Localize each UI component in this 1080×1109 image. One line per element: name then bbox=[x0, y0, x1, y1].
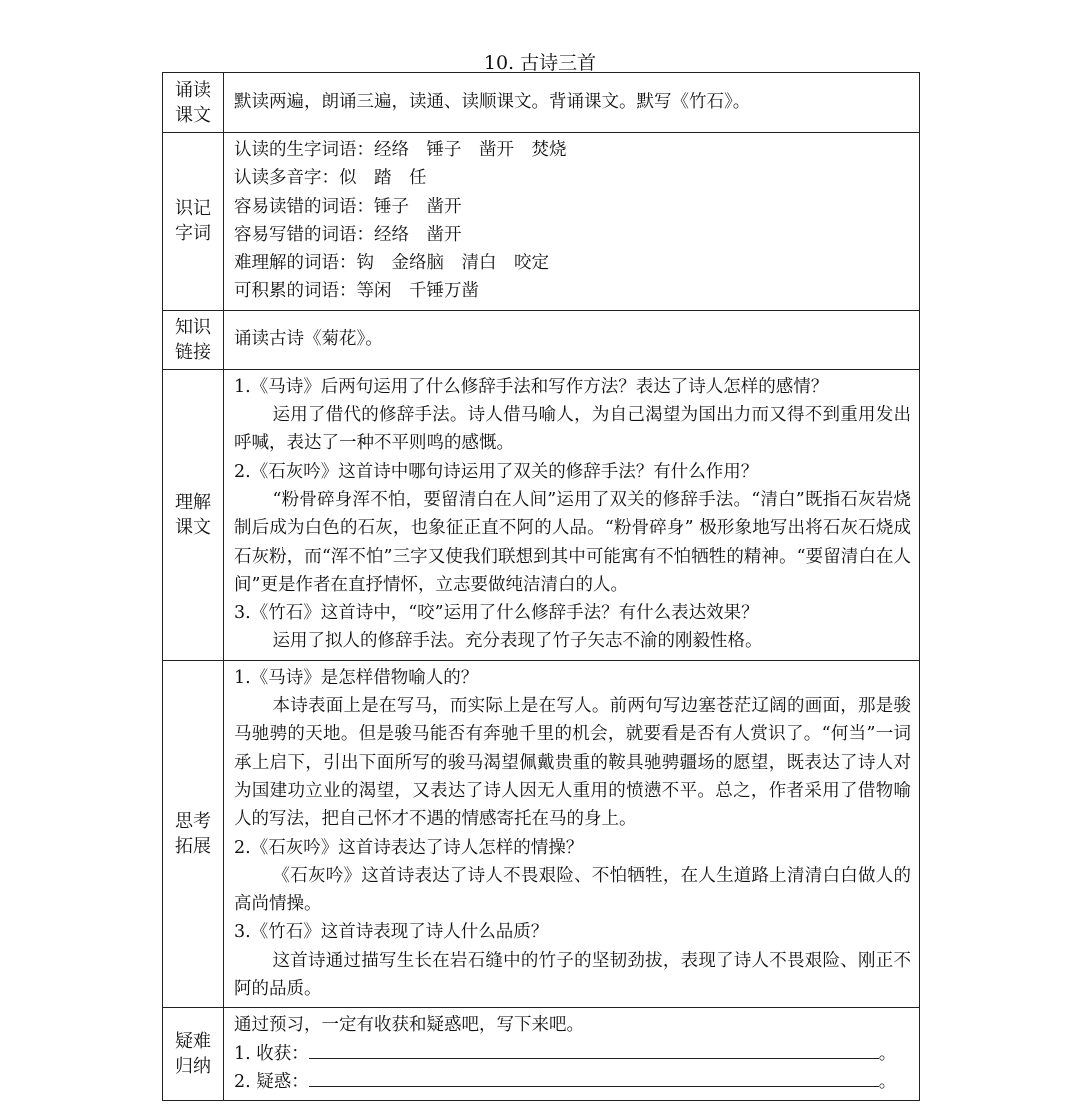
row-recite bbox=[163, 73, 920, 133]
content-words bbox=[224, 133, 920, 311]
doubt-label: 2. 疑惑： bbox=[234, 1071, 309, 1092]
row-link bbox=[163, 310, 920, 369]
answer: 《石灰吟》这首诗表达了诗人不畏艰险、不怕牺牲，在人生道路上清清白白做人的高尚情操。 bbox=[234, 865, 911, 915]
preview-table bbox=[162, 72, 920, 1101]
content-summary bbox=[224, 1008, 920, 1101]
answer: 运用了拟人的修辞手法。充分表现了竹子矢志不渝的刚毅性格。 bbox=[272, 631, 763, 652]
words-line: 可积累的词语：等闲 千锤万凿 bbox=[234, 281, 479, 302]
label-think: 思考 拓展 bbox=[163, 660, 224, 1008]
content-think bbox=[224, 660, 920, 1008]
link-text: 诵读古诗《菊花》。 bbox=[234, 329, 383, 350]
answer: “粉骨碎身浑不怕，要留清白在人间”运用了双关的修辞手法。“清白”既指石灰岩烧制后成为白色的石灰，也象征正直不阿的人品。“粉骨碎身” 极形象地写出将石灰石烧成石灰粉，而“浑不怕”三字又使我们联想到其中可能寓有不怕牺牲的精神。“要留清白在人间”更是作者在直抒情怀，立志要做纯洁清白的人。 bbox=[234, 489, 911, 595]
doubt-line bbox=[234, 1068, 911, 1096]
answer: 这首诗通过描写生长在岩石缝中的竹子的坚韧劲拔，表现了诗人不畏艰险、刚正不阿的品质。 bbox=[234, 950, 911, 1000]
words-line: 容易读错的词语：锤子 凿开 bbox=[234, 196, 462, 217]
summary-intro: 通过预习，一定有收获和疑惑吧，写下来吧。 bbox=[234, 1015, 584, 1036]
words-line: 认读多音字：似 踏 任 bbox=[234, 168, 427, 189]
words-line: 难理解的词语：钩 金络脑 清白 咬定 bbox=[234, 253, 549, 274]
question: 3.《竹石》这首诗表现了诗人什么品质？ bbox=[234, 922, 549, 943]
gain-end: 。 bbox=[878, 1043, 897, 1064]
question: 3.《竹石》这首诗中，“咬”运用了什么修辞手法？有什么表达效果？ bbox=[234, 603, 759, 624]
label-recite: 诵读 课文 bbox=[163, 73, 224, 133]
label-summary: 疑难 归纳 bbox=[163, 1008, 224, 1101]
gain-line bbox=[234, 1040, 911, 1068]
label-link: 知识 链接 bbox=[163, 310, 224, 369]
row-words bbox=[163, 133, 920, 311]
row-summary bbox=[163, 1008, 920, 1101]
question: 2.《石灰吟》这首诗中哪句诗运用了双关的修辞手法？有什么作用？ bbox=[234, 461, 759, 482]
words-line: 认读的生字词语：经络 锤子 凿开 焚烧 bbox=[234, 140, 567, 160]
content-link bbox=[224, 310, 920, 369]
answer: 本诗表面上是在写马，而实际上是在写人。前两句写边塞苍茫辽阔的画面，那是骏马驰骋的天地。但是骏马能否有奔驰千里的机会，就要看是否有人赏识了。“何当”一词承上启下，引出下面所写的骏马渴望佩戴贵重的鞍具驰骋疆场的愿望，既表达了诗人对为国建功立业的渴望，又表达了诗人因无人重用的愤懑不平。总之，作者采用了借物喻人的写法，把自己怀才不遇的情感寄托在马的身上。 bbox=[234, 696, 911, 830]
label-understand: 理解 课文 bbox=[163, 369, 224, 660]
question: 1.《马诗》是怎样借物喻人的？ bbox=[234, 667, 479, 688]
gain-blank[interactable] bbox=[309, 1040, 879, 1059]
doubt-end: 。 bbox=[878, 1071, 897, 1092]
row-understand bbox=[163, 369, 920, 660]
words-line: 容易写错的词语：经络 凿开 bbox=[234, 224, 462, 245]
answer: 运用了借代的修辞手法。诗人借马喻人，为自己渴望为国出力而又得不到重用发出呼喊，表达了一种不平则鸣的感慨。 bbox=[234, 405, 911, 454]
content-recite bbox=[224, 73, 920, 133]
question: 1.《马诗》后两句运用了什么修辞手法和写作方法？表达了诗人怎样的感情？ bbox=[234, 376, 829, 397]
recite-text: 默读两遍，朗诵三遍，读通、读顺课文。背诵课文。默写《竹石》。 bbox=[234, 91, 751, 112]
row-think bbox=[163, 660, 920, 1008]
page-title: 10. 古诗三首 bbox=[483, 52, 597, 74]
content-understand bbox=[224, 369, 920, 660]
gain-label: 1. 收获： bbox=[234, 1043, 309, 1064]
label-words: 识记 字词 bbox=[163, 133, 224, 311]
doubt-blank[interactable] bbox=[309, 1068, 879, 1087]
question: 2.《石灰吟》这首诗表达了诗人怎样的情操？ bbox=[234, 837, 584, 858]
